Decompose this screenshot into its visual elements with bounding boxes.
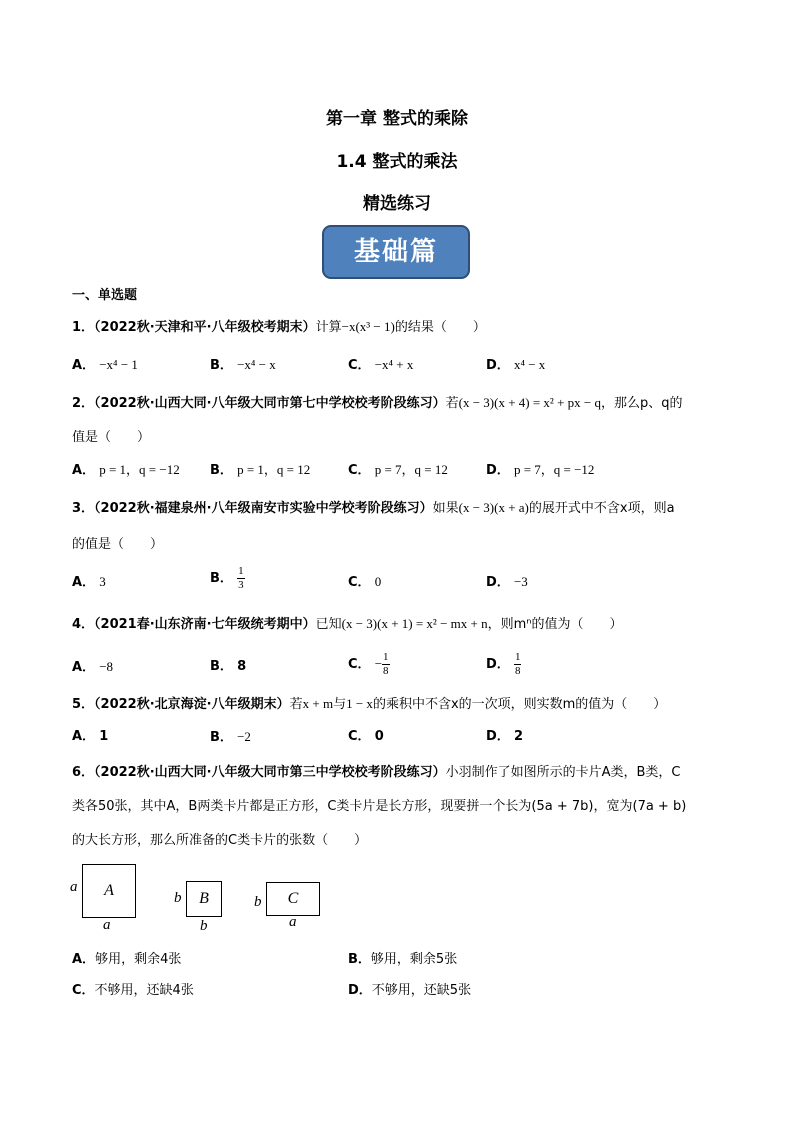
question-text: 的结果（ ） [394,320,486,335]
question-formula: (x − 3)(x + 4) = x² + px − q [458,395,601,410]
card-b-side-label: b [174,890,182,906]
question-2-option-d[interactable] [486,460,594,481]
chapter-title: 第一章 整式的乘除 [326,109,468,129]
card-a-side-label: a [70,879,78,895]
card-b-bottom-label: b [200,918,208,934]
option-text: p = 7，q = 12 [374,462,448,477]
question-5-option-a[interactable] [72,727,108,747]
option-text: p = 1，q = 12 [237,462,311,477]
fraction-numerator: 1 [383,651,389,663]
question-formula: (x − 3)(x + a) [458,500,529,515]
option-letter: B． [210,659,233,674]
option-text: 够用，剩余4张 [95,952,182,967]
option-letter: D． [486,729,510,744]
fraction-denominator: 8 [383,665,389,677]
question-source: （2022秋·北京海淀·八年级期末） [94,697,290,712]
card-b: B [186,881,222,917]
option-letter: D． [486,657,510,672]
option-letter: A． [72,575,96,590]
question-5-option-d[interactable] [486,727,523,747]
option-text: 0 [374,729,384,744]
question-formula: −x(x³ − 1) [341,319,395,334]
question-4-option-d[interactable] [486,651,521,678]
option-letter: C． [72,983,95,998]
question-2-option-a[interactable] [72,460,180,481]
option-letter: A． [72,729,96,744]
option-text: −2 [237,729,251,744]
question-source: （2022秋·福建泉州·八年级南安市实验中学校考阶段练习） [94,501,433,516]
option-letter: C． [348,463,371,478]
option-text: −3 [513,574,528,589]
question-source: （2022秋·山西大同·八年级大同市第七中学校校考阶段练习） [94,396,446,411]
option-text: 8 [237,659,247,674]
question-3-option-c[interactable] [348,572,381,593]
question-3-stem-line2: 的值是（ ） [72,537,164,552]
fraction-denominator: 3 [238,579,244,591]
fraction-denominator: 8 [514,665,521,677]
card-c-side-label: b [254,894,262,910]
question-3-option-b[interactable] [210,565,245,592]
question-4-option-b[interactable] [210,657,246,677]
question-3-option-a[interactable] [72,572,106,593]
option-text: 1 [99,729,109,744]
card-c: C [266,882,320,916]
option-text: −x⁴ − 1 [99,357,138,372]
option-text: −x⁴ − x [237,357,276,372]
option-letter: D． [486,463,510,478]
question-number: 3． [72,501,95,516]
question-2-option-c[interactable] [348,460,448,481]
question-formula: x + m [302,696,334,711]
option-letter: B． [210,358,233,373]
section-heading: 一、单选题 [72,288,138,303]
option-letter: B． [210,730,233,745]
question-text: 计算 [315,320,342,335]
card-a: A [82,864,136,918]
question-text: 的乘积中不含x的一次项，则实数m的值为（ ） [372,697,667,712]
question-text: 若 [445,396,459,411]
fraction-numerator: 1 [238,565,244,577]
question-formula: (x − 3)(x + 1) = x² − mx + n [341,616,488,631]
question-5-option-b[interactable] [210,727,251,748]
question-text: 与 [333,697,347,712]
question-1-option-a[interactable] [72,355,138,376]
question-4-option-a[interactable] [72,657,113,678]
option-sign: − [374,656,383,671]
option-text: −x⁴ + x [374,357,414,372]
question-6-option-c[interactable] [72,981,194,1001]
question-3-option-d[interactable] [486,572,528,593]
practice-subtitle: 精选练习 [363,194,431,214]
option-letter: A． [72,463,96,478]
question-1-stem [72,317,486,338]
question-4-stem [72,614,622,635]
question-number: 2． [72,396,95,411]
question-text: ，则mⁿ的值为（ ） [487,617,623,632]
question-3-stem [72,498,675,519]
question-2-stem [72,393,683,414]
option-letter: A． [72,358,96,373]
question-2-stem-line2: 值是（ ） [72,430,151,445]
question-5-stem [72,694,666,715]
fraction-numerator: 1 [514,651,521,663]
question-number: 6． [72,765,95,780]
option-letter: B． [210,463,233,478]
question-source: （2021春·山东济南·七年级统考期中） [94,617,316,632]
question-1-option-c[interactable] [348,355,413,376]
question-source: （2022秋·天津和平·八年级校考期末） [94,320,316,335]
option-letter: D． [486,358,510,373]
question-formula: 1 − x [346,696,373,711]
option-text: p = 1，q = −12 [99,462,180,477]
question-number: 4． [72,617,95,632]
question-4-option-c[interactable] [348,651,390,678]
question-text: 已知 [315,617,342,632]
option-text: 0 [374,574,382,589]
question-text: ，那么p、q的 [601,396,683,411]
card-a-bottom-label: a [103,917,111,933]
option-fraction [382,651,390,678]
question-number: 5． [72,697,95,712]
option-text: 2 [513,729,523,744]
question-2-option-b[interactable] [210,460,310,481]
option-letter: B． [210,571,233,586]
card-c-bottom-label: a [289,914,297,930]
option-letter: C． [348,729,371,744]
question-source: （2022秋·山西大同·八年级大同市第三中学校校考阶段练习） [94,765,446,780]
level-badge: 基础篇 [322,225,470,279]
option-letter: C． [348,358,371,373]
question-text: 的展开式中不含x项，则a [528,501,675,516]
question-6-stem [72,763,681,783]
option-text: 不够用，还缺5张 [371,983,472,998]
section-title: 1.4 整式的乘法 [336,152,458,172]
question-6-stem-line2: 类各50张，其中A，B两类卡片都是正方形，C类卡片是长方形，现要拼一个长为(5a + 7b)，宽为(7a + b) [72,799,687,814]
option-text: −8 [99,659,114,674]
option-text: 3 [99,574,106,589]
question-text: 小羽制作了如图所示的卡片A类，B类，C [445,765,681,780]
option-text: p = 7，q = −12 [513,462,595,477]
question-6-stem-line3: 的大长方形，那么所准备的C类卡片的张数（ ） [72,833,368,848]
option-text: x⁴ − x [513,357,546,372]
option-text: 不够用，还缺4张 [94,983,194,998]
option-letter: A． [72,952,96,967]
option-letter: A． [72,660,96,675]
option-fraction [514,651,522,678]
option-text: 够用，剩余5张 [370,952,458,967]
question-1-option-d[interactable] [486,355,545,376]
question-6-option-b[interactable] [348,950,457,970]
question-text: 如果 [432,501,459,516]
question-1-option-b[interactable] [210,355,276,376]
question-5-option-c[interactable] [348,727,384,747]
option-letter: B． [348,952,371,967]
option-letter: D． [486,575,510,590]
option-letter: C． [348,657,371,672]
question-6-option-a[interactable] [72,950,181,970]
question-6-option-d[interactable] [348,981,471,1001]
option-letter: C． [348,575,371,590]
question-number: 1． [72,320,95,335]
question-text: 若 [289,697,303,712]
option-fraction [237,565,245,592]
card-figure [66,864,336,936]
option-letter: D． [348,983,372,998]
